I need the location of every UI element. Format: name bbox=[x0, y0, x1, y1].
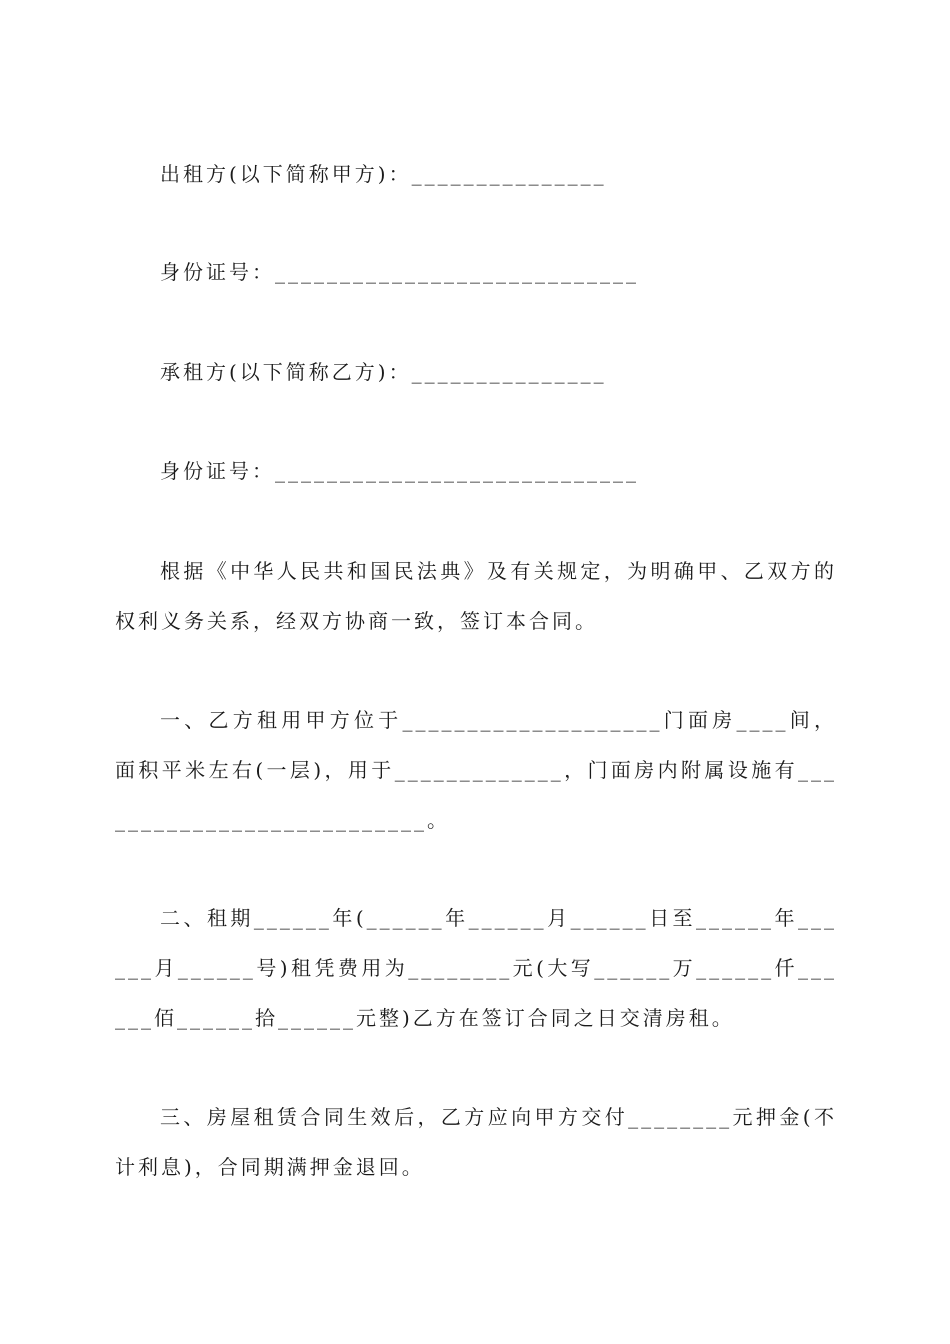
lessor-id-line bbox=[160, 258, 639, 286]
lessor-blank[interactable]: _______________ bbox=[411, 162, 607, 186]
clause-3-paragraph: 三、房屋租赁合同生效后，乙方应向甲方交付________元押金(不计利息)，合同期满押金退回。 bbox=[115, 1105, 837, 1179]
lessee-id-label: 身份证号： bbox=[160, 459, 275, 483]
lessor-label: 出租方(以下简称甲方)： bbox=[160, 162, 412, 186]
lessee-id-line bbox=[160, 457, 639, 485]
lessor-id-label: 身份证号： bbox=[160, 260, 275, 284]
lessee-line bbox=[160, 358, 607, 386]
lessee-id-blank[interactable]: ____________________________ bbox=[275, 459, 639, 483]
lessee-blank[interactable]: _______________ bbox=[411, 360, 607, 384]
clause-1-paragraph: 一、乙方租用甲方位于____________________门面房____间，面积平米左右(一层)，用于_____________，门面房内附属设施有___________________________。 bbox=[115, 708, 837, 832]
lessor-line bbox=[160, 160, 607, 188]
lessor-id-blank[interactable]: ____________________________ bbox=[275, 260, 639, 284]
intro-paragraph: 根据《中华人民共和国民法典》及有关规定，为明确甲、乙双方的权利义务关系，经双方协商一致，签订本合同。 bbox=[115, 559, 837, 633]
clause-2-paragraph: 二、租期______年(______年______月______日至______年______月______号)租凭费用为________元(大写______万______仟______佰______拾______元整)乙方在签订合同之日交清房租。 bbox=[115, 906, 837, 1030]
lessee-label: 承租方(以下简称乙方)： bbox=[160, 360, 412, 384]
